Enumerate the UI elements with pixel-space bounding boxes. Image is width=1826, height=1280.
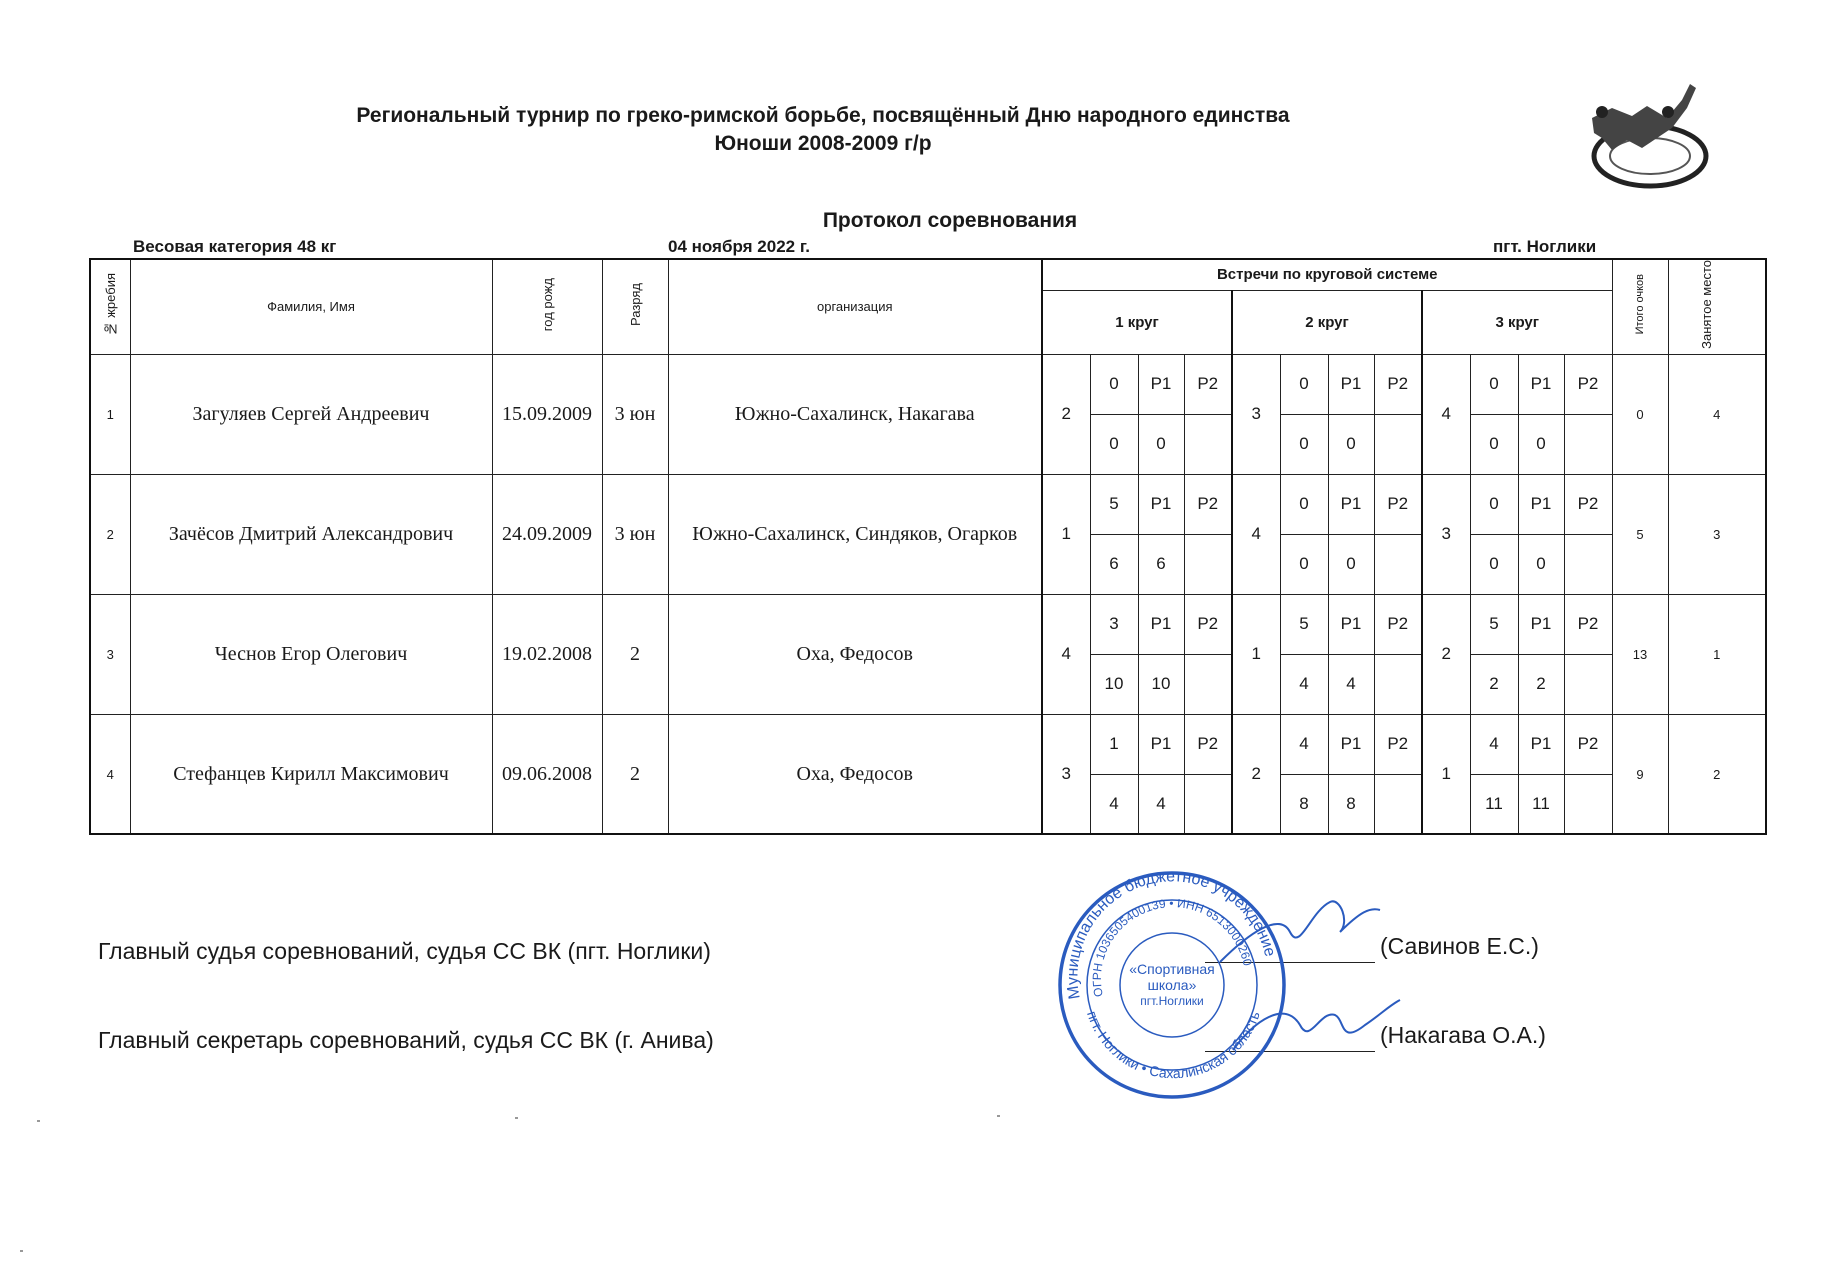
athlete-name: Стефанцев Кирилл Максимович <box>130 714 492 834</box>
athlete-name: Чеснов Егор Олегович <box>130 594 492 714</box>
birth-date: 19.02.2008 <box>492 594 602 714</box>
round-score-c: 0 <box>1518 414 1564 474</box>
round-score-c: 11 <box>1518 774 1564 834</box>
header-draw-no: № жребия <box>90 259 130 354</box>
birth-date: 09.06.2008 <box>492 714 602 834</box>
round-score-a: 5 <box>1090 474 1138 534</box>
header-total: Итого очков <box>1612 259 1668 354</box>
final-place: 1 <box>1668 594 1766 714</box>
final-place: 4 <box>1668 354 1766 474</box>
total-points: 9 <box>1612 714 1668 834</box>
header-round-3: 3 круг <box>1422 290 1612 354</box>
round-opponent: 2 <box>1422 594 1470 714</box>
round-empty-cell <box>1564 774 1612 834</box>
round-score-b: 0 <box>1470 414 1518 474</box>
round-score-a: 3 <box>1090 594 1138 654</box>
round-empty-cell <box>1184 774 1232 834</box>
round-p2: Р2 <box>1374 714 1422 774</box>
round-score-c: 0 <box>1328 534 1374 594</box>
sport-rank: 3 юн <box>602 474 668 594</box>
round-score-c: 4 <box>1138 774 1184 834</box>
round-opponent: 3 <box>1232 354 1280 474</box>
organization: Южно-Сахалинск, Синдяков, Огарков <box>668 474 1042 594</box>
header-place: Занятое место <box>1668 259 1766 354</box>
round-score-c: 4 <box>1328 654 1374 714</box>
scan-speck <box>20 1250 23 1252</box>
scan-speck <box>997 1115 1000 1117</box>
table-row <box>90 594 1766 654</box>
judge-signature-mark <box>1210 892 1390 972</box>
round-opponent: 4 <box>1042 594 1090 714</box>
round-p1: Р1 <box>1328 474 1374 534</box>
chief-judge-name: (Савинов Е.С.) <box>1380 933 1539 959</box>
round-score-a: 5 <box>1470 594 1518 654</box>
round-p2: Р2 <box>1184 714 1232 774</box>
round-p2: Р2 <box>1564 354 1612 414</box>
scan-speck <box>37 1120 40 1122</box>
table-row <box>90 474 1766 534</box>
round-p2: Р2 <box>1564 474 1612 534</box>
round-empty-cell <box>1374 654 1422 714</box>
organization: Южно-Сахалинск, Накагава <box>668 354 1042 474</box>
round-opponent: 1 <box>1422 714 1470 834</box>
stamp-ogrn-text: ОГРН 1036505400139 • ИНН 6513000260 <box>1089 896 1255 999</box>
round-p1: Р1 <box>1138 354 1184 414</box>
round-score-c: 2 <box>1518 654 1564 714</box>
chief-judge-label: Главный судья соревнований, судья СС ВК (пгт. Ноглики) <box>98 938 711 964</box>
round-opponent: 4 <box>1422 354 1470 474</box>
round-score-b: 4 <box>1280 654 1328 714</box>
round-empty-cell <box>1564 414 1612 474</box>
sport-rank: 2 <box>602 714 668 834</box>
round-p2: Р2 <box>1184 474 1232 534</box>
round-score-a: 0 <box>1470 474 1518 534</box>
wrestlers-logo-icon <box>1572 78 1714 196</box>
athlete-name: Загуляев Сергей Андреевич <box>130 354 492 474</box>
round-p2: Р2 <box>1564 714 1612 774</box>
round-p1: Р1 <box>1518 354 1564 414</box>
header-org: организация <box>668 259 1042 354</box>
stamp-center-1: «Спортивная <box>1129 961 1215 977</box>
round-p2: Р2 <box>1184 594 1232 654</box>
table-row <box>90 714 1766 774</box>
round-score-b: 8 <box>1280 774 1328 834</box>
round-score-b: 6 <box>1090 534 1138 594</box>
protocol-table <box>89 258 1767 835</box>
round-score-a: 4 <box>1470 714 1518 774</box>
round-opponent: 1 <box>1232 594 1280 714</box>
table-row <box>90 354 1766 414</box>
round-p1: Р1 <box>1328 354 1374 414</box>
organization: Оха, Федосов <box>668 714 1042 834</box>
round-p2: Р2 <box>1374 474 1422 534</box>
header-round-robin: Встречи по круговой системе <box>1042 259 1612 290</box>
tournament-subtitle: Юноши 2008-2009 г/р <box>714 132 932 155</box>
final-place: 3 <box>1668 474 1766 594</box>
round-score-c: 0 <box>1328 414 1374 474</box>
competition-place: пгт. Ноглики <box>1493 237 1597 256</box>
competition-date: 04 ноября 2022 г. <box>668 237 810 256</box>
round-score-b: 4 <box>1090 774 1138 834</box>
round-score-c: 0 <box>1518 534 1564 594</box>
round-p1: Р1 <box>1328 714 1374 774</box>
round-opponent: 2 <box>1232 714 1280 834</box>
organization: Оха, Федосов <box>668 594 1042 714</box>
header-birth: год рожд <box>492 259 602 354</box>
birth-date: 15.09.2009 <box>492 354 602 474</box>
round-p1: Р1 <box>1138 594 1184 654</box>
chief-secretary-label: Главный секретарь соревнований, судья СС ВК (г. Анива) <box>98 1027 714 1053</box>
round-score-c: 0 <box>1138 414 1184 474</box>
round-opponent: 3 <box>1422 474 1470 594</box>
round-p2: Р2 <box>1374 594 1422 654</box>
round-empty-cell <box>1374 774 1422 834</box>
round-opponent: 2 <box>1042 354 1090 474</box>
birth-date: 24.09.2009 <box>492 474 602 594</box>
header-round-2: 2 круг <box>1232 290 1422 354</box>
round-empty-cell <box>1184 654 1232 714</box>
round-score-a: 0 <box>1470 354 1518 414</box>
round-p2: Р2 <box>1374 354 1422 414</box>
round-p1: Р1 <box>1138 714 1184 774</box>
weight-category: Весовая категория 48 кг <box>133 237 337 256</box>
round-score-c: 8 <box>1328 774 1374 834</box>
total-points: 0 <box>1612 354 1668 474</box>
round-p1: Р1 <box>1138 474 1184 534</box>
athlete-name: Зачёсов Дмитрий Александрович <box>130 474 492 594</box>
round-score-c: 10 <box>1138 654 1184 714</box>
round-score-a: 1 <box>1090 714 1138 774</box>
header-round-1: 1 круг <box>1042 290 1232 354</box>
header-name: Фамилия, Имя <box>130 259 492 354</box>
total-points: 5 <box>1612 474 1668 594</box>
round-score-a: 4 <box>1280 714 1328 774</box>
round-empty-cell <box>1374 534 1422 594</box>
tournament-title: Региональный турнир по греко-римской борьбе, посвящённый Дню народного единства <box>356 104 1290 127</box>
chief-secretary-name: (Накагава О.А.) <box>1380 1022 1546 1048</box>
sport-rank: 3 юн <box>602 354 668 474</box>
round-score-c: 6 <box>1138 534 1184 594</box>
round-p2: Р2 <box>1184 354 1232 414</box>
total-points: 13 <box>1612 594 1668 714</box>
header-rank: Разряд <box>602 259 668 354</box>
draw-number: 4 <box>90 714 130 834</box>
round-score-a: 0 <box>1280 354 1328 414</box>
round-score-a: 0 <box>1280 474 1328 534</box>
round-empty-cell <box>1564 534 1612 594</box>
round-p1: Р1 <box>1518 714 1564 774</box>
draw-number: 2 <box>90 474 130 594</box>
round-score-a: 5 <box>1280 594 1328 654</box>
round-opponent: 1 <box>1042 474 1090 594</box>
final-place: 2 <box>1668 714 1766 834</box>
round-opponent: 3 <box>1042 714 1090 834</box>
protocol-title: Протокол соревнования <box>822 209 1078 232</box>
round-empty-cell <box>1374 414 1422 474</box>
round-score-b: 0 <box>1280 534 1328 594</box>
round-score-a: 0 <box>1090 354 1138 414</box>
round-p1: Р1 <box>1328 594 1374 654</box>
round-empty-cell <box>1564 654 1612 714</box>
round-empty-cell <box>1184 414 1232 474</box>
round-score-b: 11 <box>1470 774 1518 834</box>
round-score-b: 0 <box>1280 414 1328 474</box>
round-opponent: 4 <box>1232 474 1280 594</box>
stamp-center-3: пгт.Ноглики <box>1140 994 1204 1008</box>
stamp-bottom-text: пгт. Ноглики • Сахалинская область <box>1084 1008 1263 1082</box>
draw-number: 1 <box>90 354 130 474</box>
round-score-b: 10 <box>1090 654 1138 714</box>
stamp-outer-text: Муниципальное бюджетное учреждение <box>1064 868 1279 1001</box>
round-p1: Р1 <box>1518 474 1564 534</box>
secretary-signature-mark <box>1225 990 1405 1060</box>
stamp-center-2: школа» <box>1147 977 1197 993</box>
round-score-b: 0 <box>1470 534 1518 594</box>
round-score-b: 0 <box>1090 414 1138 474</box>
round-p1: Р1 <box>1518 594 1564 654</box>
round-score-b: 2 <box>1470 654 1518 714</box>
scan-speck <box>515 1117 518 1119</box>
draw-number: 3 <box>90 594 130 714</box>
sport-rank: 2 <box>602 594 668 714</box>
round-p2: Р2 <box>1564 594 1612 654</box>
round-empty-cell <box>1184 534 1232 594</box>
